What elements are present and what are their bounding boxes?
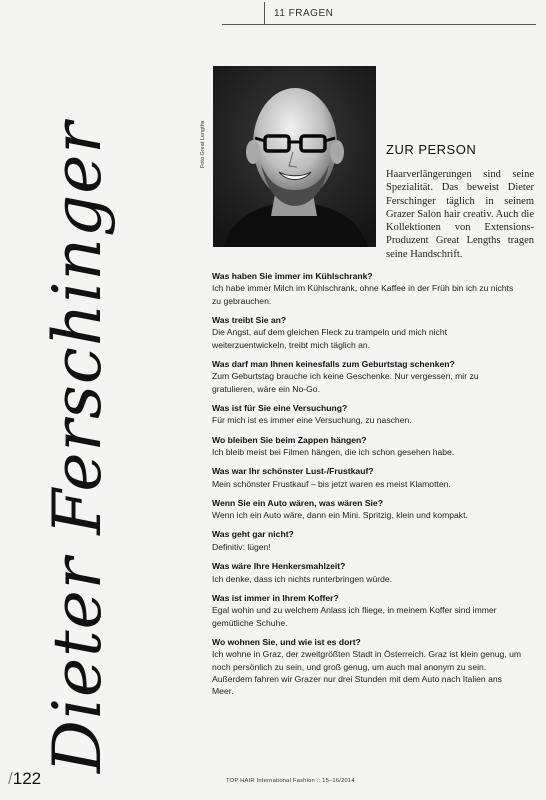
answer: Für mich ist es immer eine Versuchung, zu naschen. xyxy=(212,415,412,426)
question: Wo bleiben Sie beim Zappen hängen? xyxy=(212,434,367,445)
qa-item xyxy=(212,465,522,490)
answer: Ich denke, dass ich nichts runterbringen würde. xyxy=(212,573,393,584)
profile-heading: ZUR PERSON xyxy=(386,142,477,157)
qa-item xyxy=(212,636,522,698)
question: Was darf man Ihnen keinesfalls zum Geburtstag schenken? xyxy=(212,359,455,370)
portrait-illustration xyxy=(213,66,376,247)
answer: Die Angst, auf dem gleichen Fleck zu trampeln und mich nicht weiterzuentwickeln, treibt mich täglich an. xyxy=(212,327,448,350)
question: Was treibt Sie an? xyxy=(212,315,287,326)
qa-item xyxy=(212,528,522,553)
question: Was haben Sie immer im Kühlschrank? xyxy=(212,271,373,281)
qa-item xyxy=(212,358,522,395)
answer: Zum Geburtstag brauche ich keine Geschenke. Nur vergessen, mir zu gratulieren, wäre ein No-Go. xyxy=(212,371,479,394)
answer: Egal wohin und zu welchem Anlass ich fliege, in meinem Koffer sind immer gemütliche Schuhe. xyxy=(212,605,497,628)
header-line xyxy=(222,24,536,25)
person-name-vertical: Dieter Ferschinger xyxy=(39,121,116,773)
question: Was war Ihr schönster Lust-/Frustkauf? xyxy=(212,466,374,477)
answer: Mein schönster Frustkauf – bis jetzt waren es meist Klamotten. xyxy=(212,478,451,489)
page-number xyxy=(8,769,41,789)
header-tick xyxy=(264,2,265,24)
answer: Ich wohne in Graz, der zweitgrößten Stadt in Österreich. Graz ist klein genug, um noch persönlich zu sein, und groß genug, um auch mal anonym zu sein. Außerdem fahren wir Grazer nur drei Stunden mit dem Auto nach Italien ans Meer. xyxy=(212,649,522,697)
answer: Definitiv: lügen! xyxy=(212,541,271,552)
qa-item xyxy=(212,434,522,459)
footer-magazine: TOP HAIR International Fashion :: 15–16/2014 xyxy=(226,778,355,784)
answer: Ich bleib meist bei Filmen hängen, die ich schon gesehen habe. xyxy=(212,447,455,458)
qa-list xyxy=(212,270,522,705)
photo-credit-text: Foto Great Lengths xyxy=(200,120,206,168)
question: Was ist für Sie eine Versuchung? xyxy=(212,403,348,414)
answer: Ich habe immer Milch im Kühlschrank, ohne Kaffee in der Früh bin ich zu nichts zu gebrauchen. xyxy=(212,283,514,306)
portrait-photo xyxy=(213,66,376,247)
page-number-value: 122 xyxy=(12,769,42,788)
answer: Wenn ich ein Auto wäre, dann ein Mini. Spritzig, klein und kompakt. xyxy=(212,510,468,521)
question: Was ist immer in Ihrem Koffer? xyxy=(212,592,339,603)
photo-credit xyxy=(196,62,206,172)
qa-item xyxy=(212,560,522,585)
qa-item xyxy=(212,270,522,307)
qa-item xyxy=(212,592,522,629)
question: Was geht gar nicht? xyxy=(212,529,294,540)
question: Wo wohnen Sie, und wie ist es dort? xyxy=(212,636,361,647)
header-rule xyxy=(222,2,536,26)
section-tag: 11 FRAGEN xyxy=(274,8,334,19)
qa-item xyxy=(212,402,522,427)
question: Was wäre Ihre Henkersmahlzeit? xyxy=(212,561,346,572)
profile-bio: Haarverlängerungen sind seine Spezialität. Das beweist Dieter Ferschinger täglich in seinem Grazer Salon hair creativ. Auch die Kollektionen von Extensions-Produzent Great Lengths tragen seine Handschrift. xyxy=(386,169,534,260)
qa-item xyxy=(212,314,522,351)
page-number-slash: / xyxy=(8,769,13,788)
question: Wenn Sie ein Auto wären, was wären Sie? xyxy=(212,497,383,508)
qa-item xyxy=(212,497,522,522)
